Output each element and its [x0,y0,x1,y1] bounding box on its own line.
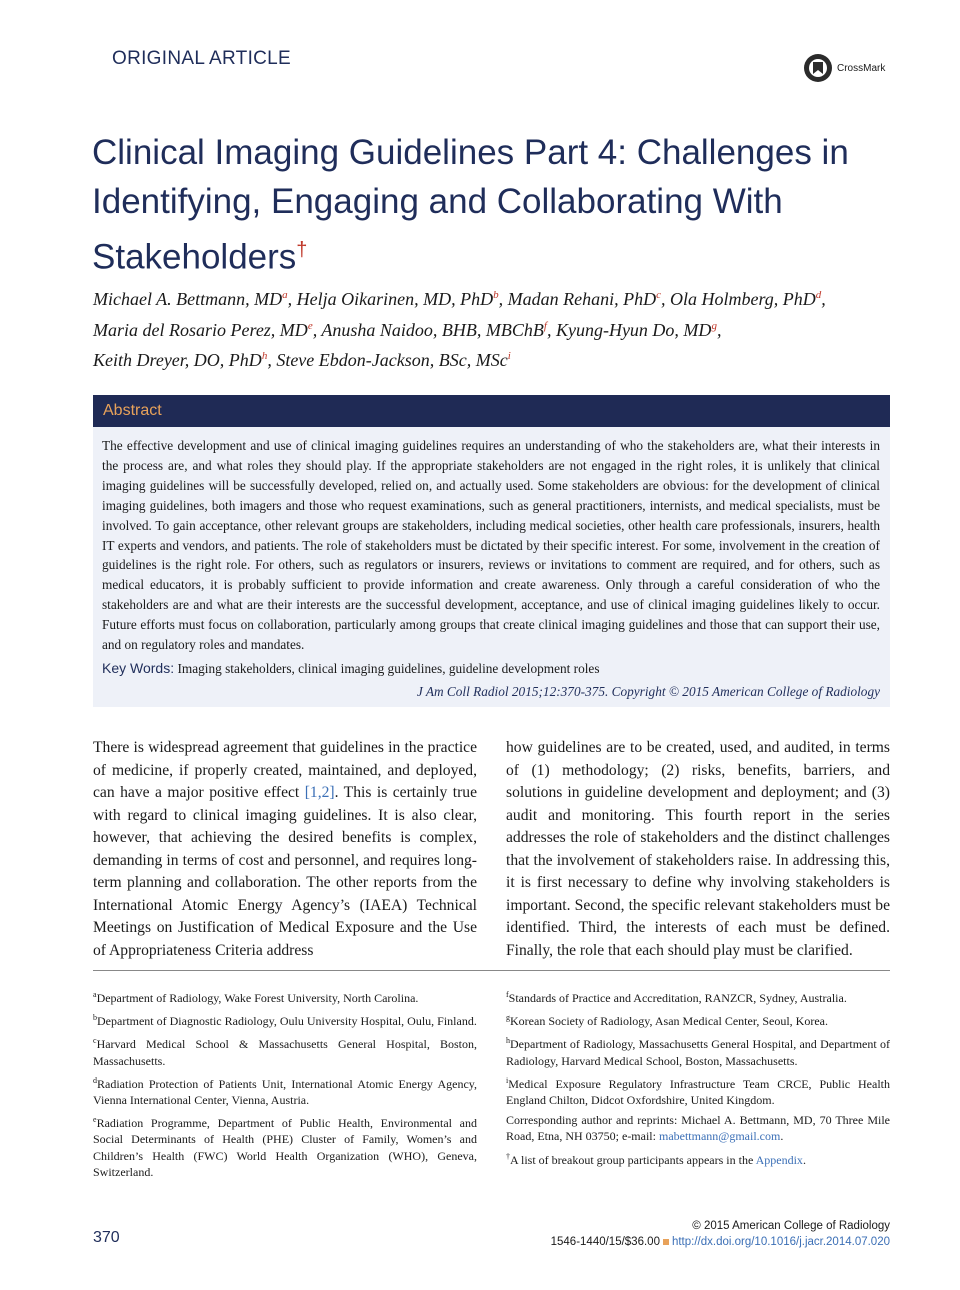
author-name: Madan Rehani, PhD [507,289,657,309]
footnote-text: Department of Diagnostic Radiology, Oulu University Hospital, Oulu, Finland. [97,1014,477,1029]
author-separator: , [660,289,670,309]
email-link[interactable]: mabettmann@gmail.com [658,1129,781,1144]
author-affiliation-mark[interactable]: b [493,289,499,301]
footnote-mark: c [93,1036,97,1046]
footer-copyright [500,1218,890,1250]
footnote-divider [93,970,890,971]
author-affiliation-mark[interactable]: f [543,319,547,332]
footnote-mark: e [93,1115,97,1125]
crossmark-badge[interactable] [803,53,885,83]
keywords-label: Key Words: [102,660,175,676]
author-affiliation-mark[interactable]: h [261,350,268,362]
author-affiliation-mark[interactable]: e [307,319,313,332]
journal-citation: J Am Coll Radiol 2015;12:370-375. Copyright © 2015 American College of Radiology [416,684,880,699]
abstract-header-bar [93,395,890,427]
keywords-text: Imaging stakeholders, clinical imaging guidelines, guideline development roles [177,661,600,676]
copyright-text: © 2015 American College of Radiology [692,1220,890,1232]
author-affiliation-mark[interactable]: c [656,289,661,301]
author-name: Maria del Rosario Perez, MD [93,319,308,340]
author-affiliation-mark[interactable]: g [711,319,717,332]
abstract-label: Abstract [103,402,162,419]
footnote-mark: g [506,1013,510,1023]
footnote-text: Department of Radiology, Massachusetts General Hospital, and Department of Radiology, Harvard Medical School, Boston, Massachusetts. [506,1037,890,1068]
footnote-text: Standards of Practice and Accreditation, RANZCR, Sydney, Australia. [508,991,847,1005]
dagger-mark: † [506,1151,510,1161]
footnote-mark: h [506,1036,510,1046]
crossmark-label: CrossMark [837,62,886,74]
footnotes-left [93,987,477,1184]
dagger-text: A list of breakout group participants appears in the [510,1152,756,1167]
affiliation-footnote [93,1112,477,1180]
appendix-link[interactable]: Appendix [755,1152,803,1167]
keywords [102,660,880,677]
abstract-text: The effective development and use of clinical imaging guidelines requires an understanding of who the stakeholders are, what their interests in the process are, and what roles they should play. If the appropriate stakeholders are not engaged in the right roles, it is unlikely that clinical imaging guidelines will be successfully developed, relied on, and actually used. Some stakeholders are obvious: for the development of clinical imaging guidelines, both imagers and those who request examinations, such as general practitioners, internists, and medical specialists, must be involved. To gain acceptance, other relevant groups are stakeholders, including medical societies, other health care professionals, insurers, health IT experts and vendors, and patients. The role of stakeholders must be dictated by their specific interest. For some, involvement in the creation of guidelines is the right role. For others, such as regulators or insurers, reviews or invitations to comment are required, and for others, such as medical educators, it is probably sufficient to provide information and create awareness. Only through a careful consideration of who the stakeholders are and what are their interests are the successful development, acceptance, and use of clinical imaging guidelines likely to occur. Future efforts must focus on collaboration, particularly among groups that create clinical imaging guidelines and those that can support their use, and on regulatory roles and mandates. [102,438,880,653]
author-name: Anusha Naidoo, BHB, MBChB [321,319,544,340]
issn: 1546-1440/15/$36.00 [550,1236,660,1248]
body-column-left [93,737,477,962]
reference-link[interactable]: [1,2] [304,784,335,801]
author-name: Michael A. Bettmann, MD [93,289,283,309]
footnotes-right [506,987,890,1172]
crossmark-icon [803,53,833,83]
affiliation-footnote [506,1010,890,1029]
author-separator: , [267,350,277,370]
section-label: ORIGINAL ARTICLE [112,48,292,69]
affiliation-footnote [506,987,890,1006]
separator-square-icon [663,1239,669,1245]
footnote-text: Radiation Programme, Department of Public Health, Environmental and Social Determinants of Health (PHE) Cluster of Family, Women’s and Children’s Health (FWC) World Health Organization (WHO), Geneva, Switzerland. [93,1116,477,1179]
author-affiliation-mark[interactable]: d [815,289,822,301]
footnote-text: Radiation Protection of Patients Unit, International Atomic Energy Agency, Vienna International Center, Vienna, Austria. [93,1076,477,1108]
footnote-mark: f [506,990,509,999]
author-name: Ola Holmberg, PhD [669,289,816,309]
body-text: . This is certainly true with regard to clinical imaging guidelines. It is also clear, however, that achieving the desired benefits is complex, demanding in terms of cost and personnel, and requires long-term planning and collaboration. The other reports from the International Atomic Energy Agency’s (IAEA) Technical Meetings on Justification of Medical Exposure and the Use of Appropriateness Criteria address [93,784,477,959]
title-dagger: † [296,239,308,261]
footnote-text: Harvard Medical School & Massachusetts General Hospital, Boston, Massachusetts. [93,1037,477,1068]
affiliation-footnote [93,1073,477,1108]
author-separator: , [821,289,826,309]
author-name: Keith Dreyer, DO, PhD [93,350,262,370]
corresponding-text: Corresponding author and reprints: Michael A. Bettmann, MD, 70 Three Mile Road, Etna, NH 03750; e-mail: [506,1113,890,1144]
author-separator: , [498,289,508,309]
footnote-mark: b [93,1013,97,1023]
author-name: Steve Ebdon-Jackson, BSc, MSc [276,350,508,370]
footnote-mark: i [506,1075,509,1085]
author-separator: , [312,319,322,340]
affiliation-list [506,987,890,1108]
affiliation-footnote [506,1033,890,1068]
footnote-text: Medical Exposure Regulatory Infrastructure Team CRCE, Public Health England Chilton, Didcot Oxfordshire, United Kingdom. [506,1076,890,1108]
doi-link[interactable]: http://dx.doi.org/10.1016/j.jacr.2014.07.020 [671,1236,890,1248]
author-separator: , [546,319,556,340]
footnote-mark: a [93,990,97,999]
affiliation-footnote [93,1010,477,1029]
author-affiliation-mark[interactable]: a [282,289,288,301]
body-column-right: how guidelines are to be created, used, and audited, in terms of (1) methodology; (2) risks, benefits, barriers, and solutions in guideline development and deployment; and (3) audit and monitoring. This fourth report in the series addresses the role of stakeholders and the distinct challenges that the involvement of stakeholders raise. In addressing this, it is first necessary to define why involving stakeholders is important. Second, the specific relevant stakeholders must be identified. Third, the interests of each must be defined. Finally, the role that each should play must be clarified. [506,739,890,959]
footnote-text: Korean Society of Radiology, Asan Medical Center, Seoul, Korea. [510,1014,828,1029]
dagger-end: . [802,1152,806,1167]
title-text: Clinical Imaging Guidelines Part 4: Challenges in Identifying, Engaging and Collaborating With Stakeholders [92,133,849,277]
affiliation-footnote [93,987,477,1006]
author-separator: , [716,319,722,340]
dagger-footnote [506,1149,890,1168]
corresponding-end: . [780,1129,784,1144]
page-number: 370 [93,1229,120,1246]
author-affiliation-mark[interactable]: i [507,350,511,362]
body-text: There is widespread agreement that guidelines in the practice of medicine, if properly created, maintained, and deployed, can have a major positive effect [93,739,477,801]
footnote-mark: d [93,1075,97,1085]
author-separator: , [287,289,297,309]
author-name: Helja Oikarinen, MD, PhD [296,289,494,309]
author-list [93,282,893,374]
footnote-text: Department of Radiology, Wake Forest University, North Carolina. [96,991,419,1005]
affiliation-footnote [93,1033,477,1068]
article-title [92,128,882,282]
affiliation-footnote [506,1073,890,1108]
corresponding-author [506,1112,890,1144]
author-name: Kyung-Hyun Do, MD [555,319,712,340]
